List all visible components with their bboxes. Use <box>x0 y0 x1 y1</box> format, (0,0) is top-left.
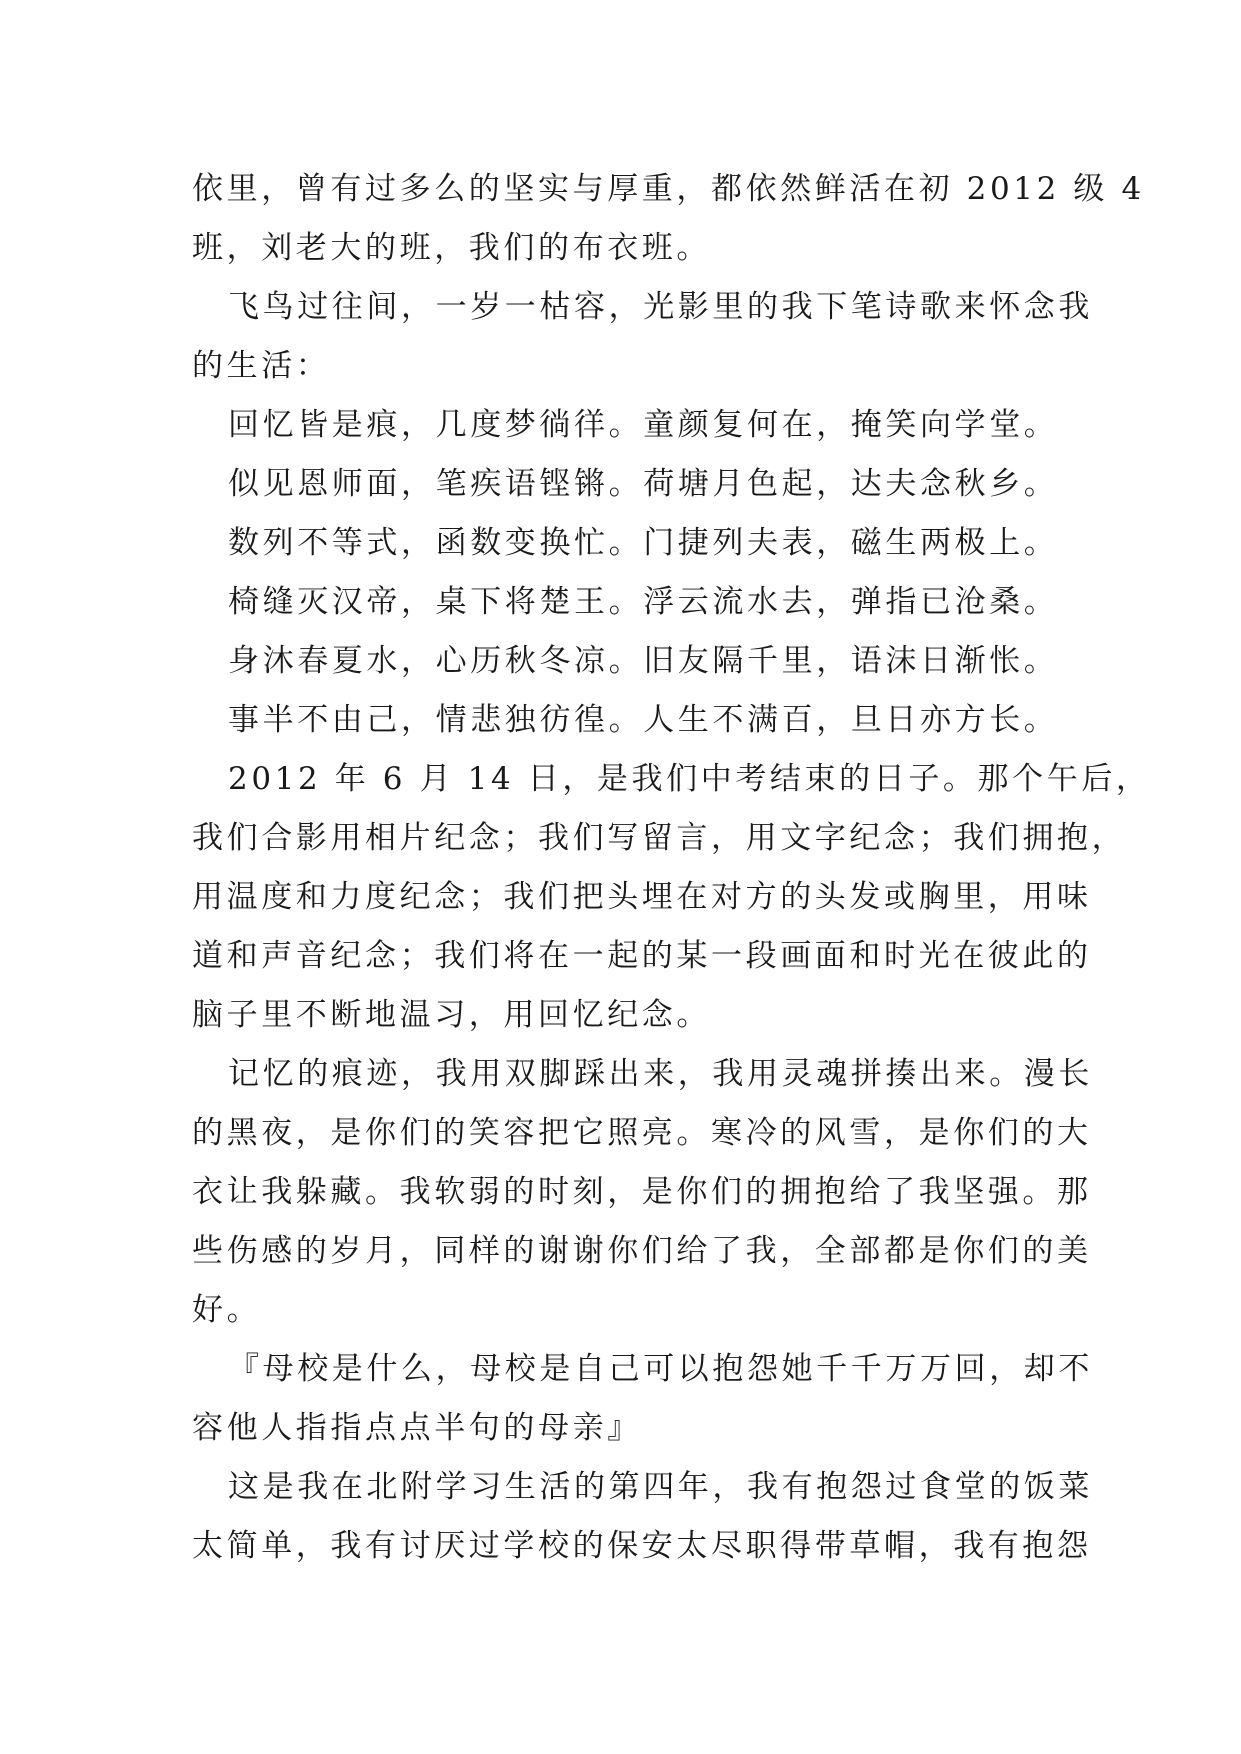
text-line: 这是我在北附学习生活的第四年，我有抱怨过食堂的饭菜 <box>228 1469 1093 1505</box>
text-line: 脑子里不断地温习，用回忆纪念。 <box>192 997 711 1033</box>
quote-line: 『母校是什么，母校是自己可以抱怨她千千万万回，却不 <box>228 1351 1093 1387</box>
text-line: 用温度和力度纪念；我们把头埋在对方的头发或胸里，用味 <box>192 879 1092 915</box>
poem-line: 事半不由己，情悲独彷徨。人生不满百，旦日亦方长。 <box>228 702 1059 738</box>
poem-line: 椅缝灭汉帝，桌下将楚王。浮云流水去，弹指已沧桑。 <box>228 584 1059 620</box>
text-line: 太简单，我有讨厌过学校的保安太尽职得带草帽，我有抱怨 <box>192 1528 1092 1564</box>
text-line: 我们合影用相片纪念；我们写留言，用文字纪念；我们拥抱， <box>192 820 1127 856</box>
quote-line: 容他人指指点点半句的母亲』 <box>192 1410 642 1446</box>
text-line: 些伤感的岁月，同样的谢谢你们给了我，全部都是你们的美 <box>192 1233 1092 1269</box>
text-line: 依里，曾有过多么的坚实与厚重，都依然鲜活在初 2012 级 4 <box>192 171 1145 207</box>
poem-line: 身沐春夏水，心历秋冬凉。旧友隔千里，语沫日渐怅。 <box>228 643 1059 679</box>
document-body <box>192 160 1151 1576</box>
poem-line: 数列不等式，函数变换忙。门捷列夫表，磁生两极上。 <box>228 525 1059 561</box>
text-line: 好。 <box>192 1292 262 1328</box>
text-line: 飞鸟过往间，一岁一枯容，光影里的我下笔诗歌来怀念我 <box>228 289 1093 325</box>
text-line: 记忆的痕迹，我用双脚踩出来，我用灵魂拼揍出来。漫长 <box>228 1056 1093 1092</box>
text-line: 的生活： <box>192 348 331 384</box>
text-line: 班，刘老大的班，我们的布衣班。 <box>192 230 711 266</box>
text-line: 衣让我躲藏。我软弱的时刻，是你们的拥抱给了我坚强。那 <box>192 1174 1092 1210</box>
text-line: 的黑夜，是你们的笑容把它照亮。寒冷的风雪，是你们的大 <box>192 1115 1092 1151</box>
poem-line: 回忆皆是痕，几度梦徜徉。童颜复何在，掩笑向学堂。 <box>228 407 1059 443</box>
text-line: 2012 年 6 月 14 日，是我们中考结束的日子。那个午后， <box>228 761 1151 797</box>
poem-line: 似见恩师面，笔疾语铿锵。荷塘月色起，达夫念秋乡。 <box>228 466 1059 502</box>
text-line: 道和声音纪念；我们将在一起的某一段画面和时光在彼此的 <box>192 938 1092 974</box>
